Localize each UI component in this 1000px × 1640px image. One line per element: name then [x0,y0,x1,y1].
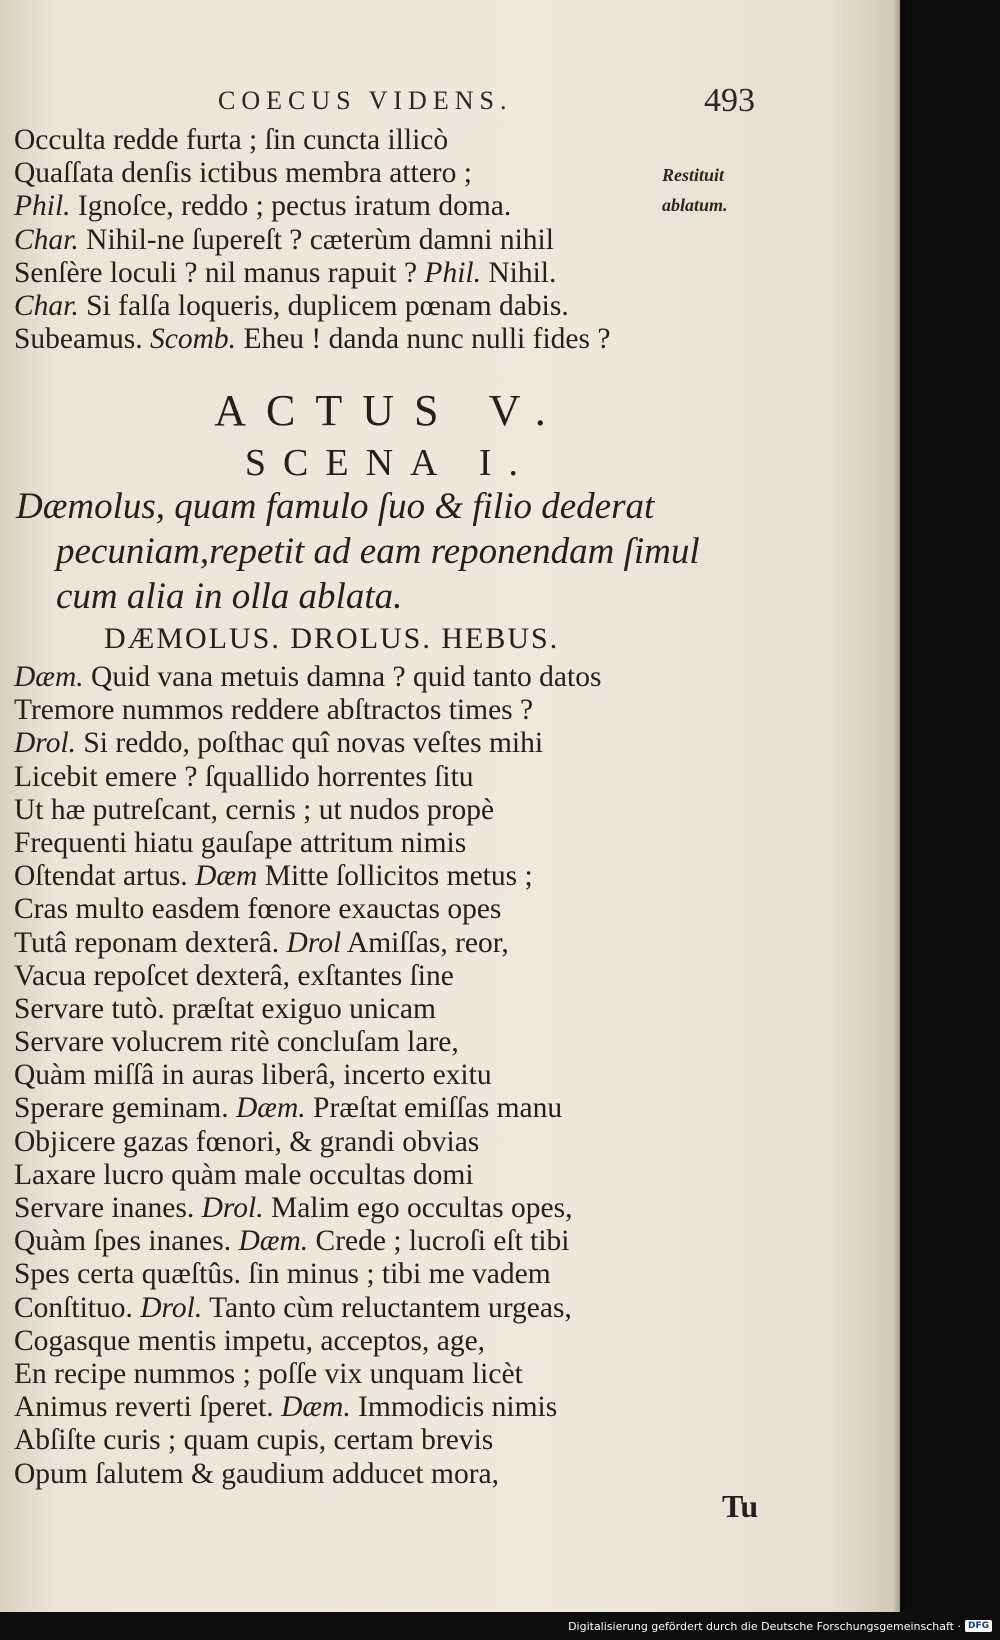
verse-text: Quid vana metuis damna ? quid tanto datos [83,661,602,693]
verse-text: Quaſſata denſis ictibus membra attero ; [14,157,472,190]
verse-text: Ut hæ putreſcant, cernis ; ut nudos propè [14,793,495,826]
verse-text: Licebit emere ? ſquallido horrentes ſitu [14,760,474,793]
dfg-logo: DFG [965,1620,992,1632]
verse-line [14,1458,601,1491]
verse-line [14,1258,601,1291]
page-edge-shadow [893,0,905,1612]
verse-block-main [14,661,601,1491]
argument-line: cum alia in olla ablata. [56,576,403,617]
scene-heading: SCENA I. [244,442,536,484]
argument-line: pecuniam,repetit ad eam reponendam ſimul [56,531,700,572]
verse-line [14,1059,601,1092]
verse-text: Tanto cùm reluctantem urgeas, [202,1291,572,1324]
verse-line [14,727,601,760]
verse-line [14,761,601,794]
speaker-abbrev: Dæm [195,860,258,893]
verse-line [14,157,610,190]
verse-line [14,661,601,694]
speaker-abbrev: Dæm. [236,1092,306,1125]
verse-line [14,190,610,223]
page-number: 493 [704,82,755,119]
verse-line [14,323,610,356]
verse-line [14,124,610,157]
speaker-abbrev: Drol. [140,1291,203,1324]
verse-text: Nihil-ne ſupereſt ? cæterùm damni nihil [78,223,554,256]
verse-line [14,960,601,993]
dramatis-personae: DÆMOLUS. DROLUS. HEBUS. [104,622,560,655]
verse-text: Malim ego occultas opes, [263,1192,573,1224]
verse-text: Cras multo easdem fœnore exauctas opes [14,893,502,926]
verse-text: Servare inanes. [14,1192,202,1224]
verse-text: Senſère loculi ? nil manus rapuit ? [14,256,425,289]
verse-block-top [14,124,610,356]
speaker-abbrev: Drol. [201,1192,264,1224]
verse-text: Frequenti hiatu gauſape attritum nimis [14,826,467,859]
argument-line: Dæmolus, quam famulo ſuo & filio dederat [16,486,655,527]
verse-line [14,893,601,926]
verse-text: Subeamus. [14,323,151,356]
verse-text: Eheu ! danda nunc nulli fides ? [236,323,611,356]
verse-line [14,860,601,893]
verse-text: Si falſa loqueris, duplicem pœnam dabis. [78,289,569,322]
credit-text: Digitalisierung gefördert durch die Deutsche Forschungsgemeinschaft · [568,1619,961,1633]
verse-text: Mitte ſollicitos metus ; [257,860,533,893]
verse-text: Quàm ſpes inanes. [14,1225,239,1258]
verse-line [14,694,601,727]
verse-line [14,1126,601,1159]
verse-line [14,1424,601,1457]
verse-text: Amiſſas, reor, [341,926,509,959]
verse-text: Laxare lucro quàm male occultas domi [14,1158,474,1191]
verse-text: Quàm miſſâ in auras liberâ, incerto exitu [14,1059,492,1092]
verse-text: Sperare geminam. [14,1092,236,1125]
speaker-abbrev: Char. [14,223,79,256]
verse-text: Nihil. [480,256,557,289]
verse-line [14,1159,601,1192]
scene-argument [16,484,700,619]
verse-text: Tutâ reponam dexterâ. [14,926,287,959]
verse-line [14,1325,601,1358]
speaker-abbrev: Phil. [14,190,71,223]
margin-note-line: ablatum. [662,195,728,215]
verse-line [14,827,601,860]
verse-text: Vacua repoſcet dexterâ, exſtantes ſine [14,959,454,992]
margin-note [662,160,728,220]
verse-text: Cogasque mentis impetu, acceptos, age, [14,1324,486,1357]
speaker-abbrev: Char. [14,289,79,322]
verse-text: Objicere gazas fœnori, & grandi obvias [14,1125,480,1158]
speaker-abbrev: Drol. [14,727,77,760]
speaker-abbrev: Dæm. [238,1225,309,1258]
verse-text: Animus reverti ſperet. [14,1391,282,1424]
verse-line [14,993,601,1026]
speaker-abbrev: Dæm. [281,1391,351,1424]
speaker-abbrev: Phil. [424,256,481,289]
verse-line [14,1092,601,1125]
verse-line [14,794,601,827]
verse-line [14,1026,601,1059]
verse-text: Oſtendat artus. [14,860,196,893]
verse-line [14,1391,601,1424]
verse-text: Conſtituo. [14,1291,141,1324]
verse-text: Spes certa quæſtûs. ſin minus ; tibi me vadem [14,1258,551,1291]
verse-text: Tremore nummos reddere abſtractos times ? [14,694,534,727]
verse-text: Ignoſce, reddo ; pectus iratum doma. [70,190,512,223]
speaker-abbrev: Scomb. [150,323,237,356]
speaker-abbrev: Dæm. [14,661,84,693]
verse-line [14,257,610,290]
catchword: Tu [722,1488,759,1524]
verse-text: Abſiſte curis ; quam cupis, certam brevis [14,1424,494,1457]
digitization-credit [568,1616,992,1636]
verse-text: Opum ſalutem & gaudium adducet mora, [14,1457,499,1490]
verse-text: Præſtat emiſſas manu [305,1092,563,1125]
verse-text: Crede ; lucroſi eſt tibi [308,1225,570,1258]
verse-text: En recipe nummos ; poſſe vix unquam licèt [14,1357,523,1390]
verse-text: Servare tutò. præſtat exiguo unicam [14,992,436,1025]
verse-line [14,1358,601,1391]
margin-note-line: Restituit [662,165,725,185]
speaker-abbrev: Drol [286,926,342,959]
verse-text: Immodicis nimis [350,1391,558,1424]
verse-line [14,1292,601,1325]
verse-line [14,224,610,257]
act-heading: ACTUS V. [214,386,566,435]
verse-text: Servare volucrem ritè concluſam lare, [14,1026,459,1059]
verse-line [14,927,601,960]
verse-line [14,290,610,323]
verse-text: Occulta redde furta ; ſin cuncta illicò [14,124,449,156]
running-head: COECUS VIDENS. [218,86,513,115]
verse-line [14,1192,601,1225]
verse-text: Si reddo, poſthac quî novas veſtes mihi [76,727,544,760]
verse-line [14,1225,601,1258]
